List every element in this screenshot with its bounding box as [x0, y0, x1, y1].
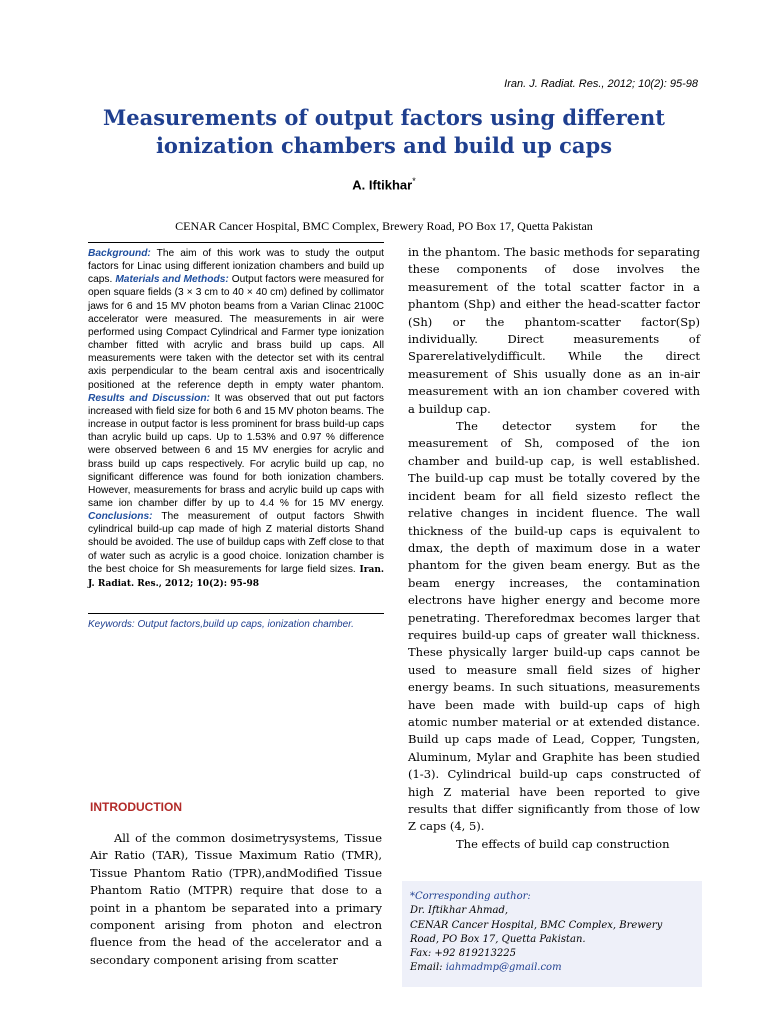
body-paragraph-2: The detector system for the measurement of Sh, composed of the ion chamber and build-up cap, is well established. The build-up cap must be totally covered by the incident beam for all field sizesto reflect the relative changes in incident fluence. The wall thickness of the build-up caps is equivalent to dmax, the depth of maximum dose in a water phantom for the given beam energy. But as the beam energy increases, the contamination electrons have higher energy and become more penetrating. Thereforedmax becomes larger that requires build-up caps of greater wall thickness. These physically larger build-up caps cannot be used to measure small field sizes of higher energy beams. In such situations, measurements have been made with build-up caps of high atomic number material or at extended distance. Build up caps made of Lead, Copper, Tungsten, Aluminum, Mylar and Graphite has been studied (1-3). Cylindrical build-up caps constructed of high Z material have been reported to give results that differ significantly from those of low Z caps (4, 5). [408, 419, 700, 834]
corresponding-author-header: *Corresponding author: [410, 891, 531, 902]
email-label: Email: [410, 962, 446, 974]
corresponding-address-line-1: CENAR Cancer Hospital, BMC Complex, Brewery [410, 919, 663, 931]
author-name: A. Iftikhar [352, 177, 413, 193]
keywords: Keywords: Output factors,build up caps, ionization chamber. [88, 619, 354, 631]
author-footnote-mark: * [412, 176, 416, 186]
abstract-top-rule [88, 242, 384, 243]
paper-title: Measurements of output factors using different ionization chambers and build up caps [102, 105, 666, 158]
right-column [408, 244, 700, 853]
abstract-conclusions-text: The measurement of output factors Shwith cylindrical build-up cap made of high Z material distorts Shand should be avoided. The use of buildup caps with Zeff close to that of water such as acrylic is a good choice. Ionization chamber is the best choice for Sh measurements for large field sizes. [88, 511, 384, 575]
author-line [0, 176, 768, 192]
corresponding-author-name: Dr. Iftikhar Ahmad, [410, 905, 509, 917]
abstract [88, 247, 384, 591]
left-column [88, 242, 384, 631]
abstract-methods-text: Output factors were measured for open square fields (3 × 3 cm to 40 × 40 cm) defined by collimator jaws for 6 and 15 MV photon beams from a Varian Clinac 2100C accelerator were measured. The measurements in air were performed using Compact Cylindrical and Farmer type ionization chamber fitted with acrylic and brass build up caps. All measurements were taken with the detector set with its central axis perpendicular to the beam central axis and isocentrically positioned at the reference depth in empty water phantom. [88, 274, 384, 391]
abstract-methods-label: Materials and Methods: [115, 274, 229, 286]
abstract-results-label: Results and Discussion: [88, 392, 210, 404]
body-paragraph-3: The effects of build cap construction [456, 836, 670, 851]
email-link[interactable]: iahmadmp@gmail.com [445, 962, 562, 974]
abstract-background-text: The aim of this work was to study the output factors for Linac using different ionization chambers and build up caps. [88, 248, 384, 286]
abstract-conclusions-label: Conclusions: [88, 511, 153, 523]
introduction-paragraph: All of the common dosimetrysystems, Tissue Air Ratio (TAR), Tissue Maximum Ratio (TMR), Tissue Phantom Ratio (TPR),andModified Tissue Phantom Ratio (MTPR) require that dose to a point in a phantom be separated into a primary component arising from photon and electron fluence from the head of the accelerator and a secondary component arising from scatter [90, 831, 382, 967]
corresponding-author-box [402, 881, 702, 987]
abstract-results-text: It was observed that out put factors increased with field size for both 6 and 15 MV photon beams. The increase in output factor is less prominent for brass build-up caps than acrylic build up caps. Up to 1.53% and 0.97 % difference were observed between 6 and 15 MV energies for acrylic and brass build up caps respectively. For acrylic build up cap, no significant difference was found for both ionization chambers. However, measurements for brass and acrylic build up caps with same ion chamber differ by up to 4.4 % for 15 MV energy. [88, 392, 384, 509]
corresponding-fax: Fax: +92 819213225 [410, 948, 516, 960]
body-paragraph-1: in the phantom. The basic methods for separating these components of dose involves the measurement of the total scatter factor in a phantom (Shp) and either the head-scatter factor (Sh) or the phantom-scatter factor(Sp) individually. Direct measurements of Sparerelativelydifficult. While the direct measurement of Shis usually done as an in-air measurement with an ion chamber covered with a buildup cap. [408, 245, 700, 416]
corresponding-email-line [410, 961, 694, 975]
section-heading-introduction: INTRODUCTION [90, 800, 182, 814]
abstract-bottom-rule [88, 613, 384, 614]
journal-reference: Iran. J. Radiat. Res., 2012; 10(2): 95-98 [504, 78, 698, 90]
abstract-citation: Iran. J. Radiat. Res., 2012; 10(2): 95-98 [88, 564, 384, 589]
corresponding-address-line-2: Road, PO Box 17, Quetta Pakistan. [410, 933, 586, 945]
abstract-background-label: Background: [88, 248, 151, 259]
author-affiliation: CENAR Cancer Hospital, BMC Complex, Brewery Road, PO Box 17, Quetta Pakistan [175, 219, 593, 233]
